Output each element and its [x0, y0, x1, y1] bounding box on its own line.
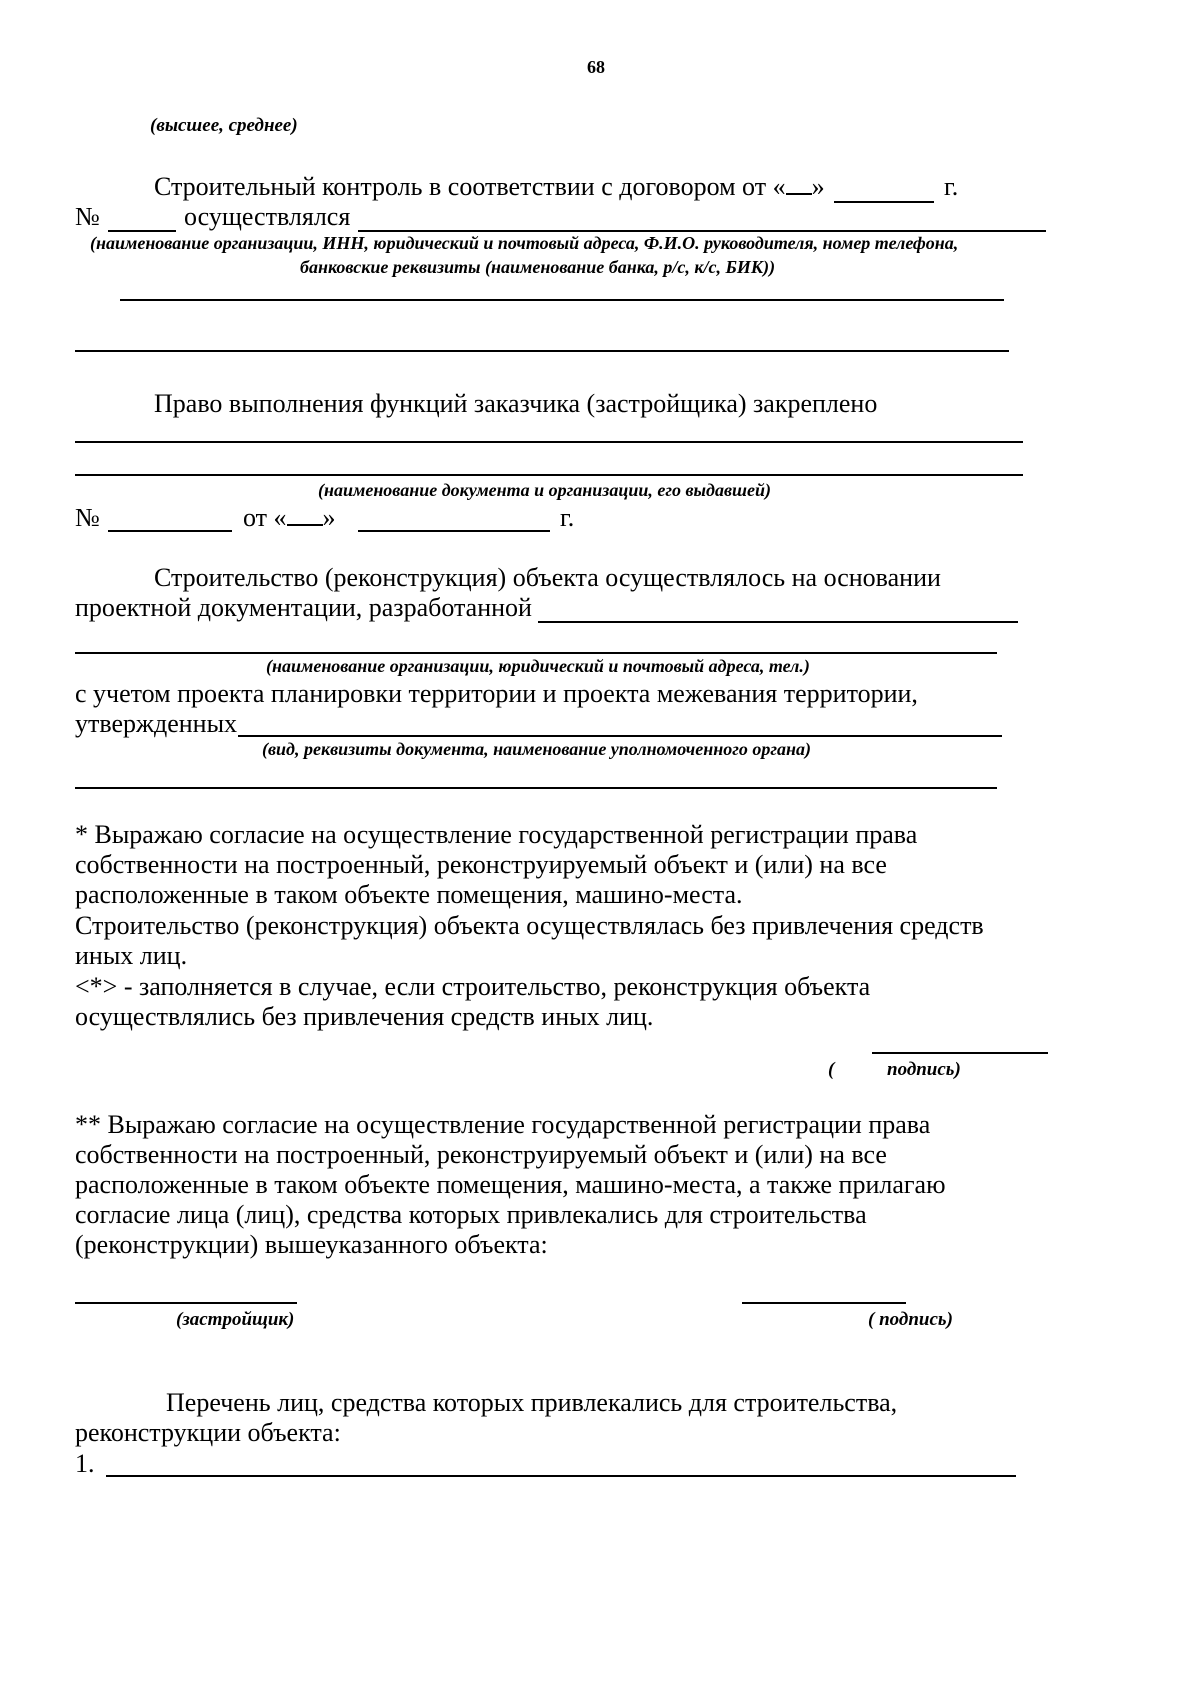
design-developer-blank[interactable]	[538, 621, 1018, 623]
design-docs-line2: проектной документации, разработанной	[75, 593, 532, 622]
customer-rights-hint: (наименование документа и организации, его выдавшей)	[318, 480, 771, 500]
control-organization-blank[interactable]	[358, 230, 1046, 232]
contract-number-blank[interactable]	[108, 230, 176, 232]
design-docs-hint2: (вид, реквизиты документа, наименование уполномоченного органа)	[262, 739, 811, 759]
contract-year-suffix: г.	[944, 172, 959, 201]
double-signature-label: ( подпись)	[868, 1309, 953, 1330]
single-signature-open: (	[828, 1059, 835, 1080]
contract-day-blank[interactable]	[786, 175, 812, 195]
control-performed-text: осуществлялся	[184, 202, 351, 231]
consent-single-line: расположенные в таком объекте помещения, машино-места.	[75, 880, 743, 909]
single-signature-label: подпись)	[887, 1059, 961, 1080]
developer-signature-blank[interactable]	[75, 1302, 297, 1304]
consent-single-line: Строительство (реконструкция) объекта осуществлялась без привлечения средств	[75, 911, 984, 940]
consent-single-line: осуществлялись без привлечения средств иных лиц.	[75, 1002, 654, 1031]
rights-number-sign: №	[75, 503, 100, 532]
consent-single-line: <*> - заполняется в случае, если строительство, реконструкция объекта	[75, 972, 871, 1001]
page-number: 68	[587, 57, 605, 77]
rights-year-suffix: г.	[560, 503, 575, 532]
rights-from-text	[243, 505, 336, 531]
organization-hint-line1: (наименование организации, ИНН, юридический и почтовый адреса, Ф.И.О. руководителя, номер телефона,	[90, 233, 959, 253]
organization-hint-line2: банковские реквизиты (наименование банка, р/с, к/с, БИК))	[300, 257, 776, 277]
organization-blank-line2[interactable]	[120, 299, 1004, 301]
design-developer-blank-2[interactable]	[75, 652, 997, 654]
contract-number-sign: №	[75, 202, 100, 231]
rights-date-blank[interactable]	[358, 530, 550, 532]
design-docs-line3: с учетом проекта планировки территории и проекта межевания территории,	[75, 679, 918, 708]
rights-number-blank[interactable]	[108, 530, 232, 532]
contract-quote-close: »	[811, 172, 825, 201]
design-docs-line4: утвержденных	[75, 709, 238, 738]
education-hint: (высшее, среднее)	[150, 115, 298, 136]
contract-text: Строительный контроль в соответствии с договором от «	[154, 172, 786, 201]
persons-list-line1: Перечень лиц, средства которых привлекались для строительства,	[166, 1388, 898, 1417]
customer-rights-text: Право выполнения функций заказчика (застройщика) закреплено	[154, 389, 878, 418]
consent-double-line: ** Выражаю согласие на осуществление государственной регистрации права	[75, 1110, 931, 1139]
persons-list-item-number: 1.	[75, 1449, 95, 1478]
customer-rights-blank-2[interactable]	[75, 474, 1023, 476]
consent-double-line: согласие лица (лиц), средства которых привлекались для строительства	[75, 1200, 867, 1229]
contract-date-blank[interactable]	[834, 201, 934, 203]
consent-single-line: собственности на построенный, реконструируемый объект и (или) на все	[75, 850, 887, 879]
persons-list-item-blank[interactable]	[106, 1475, 1016, 1477]
organization-blank-line3[interactable]	[75, 350, 1009, 352]
developer-label: (застройщик)	[176, 1309, 295, 1330]
rights-quote-close: »	[322, 503, 336, 532]
consent-double-line: собственности на построенный, реконструируемый объект и (или) на все	[75, 1140, 887, 1169]
consent-double-line: (реконструкции) вышеуказанного объекта:	[75, 1230, 548, 1259]
double-signature-blank[interactable]	[742, 1302, 906, 1304]
consent-double-line: расположенные в таком объекте помещения, машино-места, а также прилагаю	[75, 1170, 946, 1199]
construction-control-line1	[154, 174, 825, 200]
persons-list-line2: реконструкции объекта:	[75, 1418, 341, 1447]
approved-by-blank-2[interactable]	[75, 787, 997, 789]
design-docs-line1: Строительство (реконструкция) объекта осуществлялось на основании	[154, 563, 941, 592]
consent-single-line: * Выражаю согласие на осуществление государственной регистрации права	[75, 820, 918, 849]
single-signature-blank[interactable]	[872, 1052, 1048, 1054]
consent-single-line: иных лиц.	[75, 941, 188, 970]
design-docs-hint1: (наименование организации, юридический и почтовый адреса, тел.)	[266, 656, 810, 676]
approved-by-blank[interactable]	[238, 735, 1002, 737]
rights-day-blank[interactable]	[287, 506, 323, 526]
rights-from-label: от «	[243, 503, 287, 532]
customer-rights-blank-1[interactable]	[75, 441, 1023, 443]
